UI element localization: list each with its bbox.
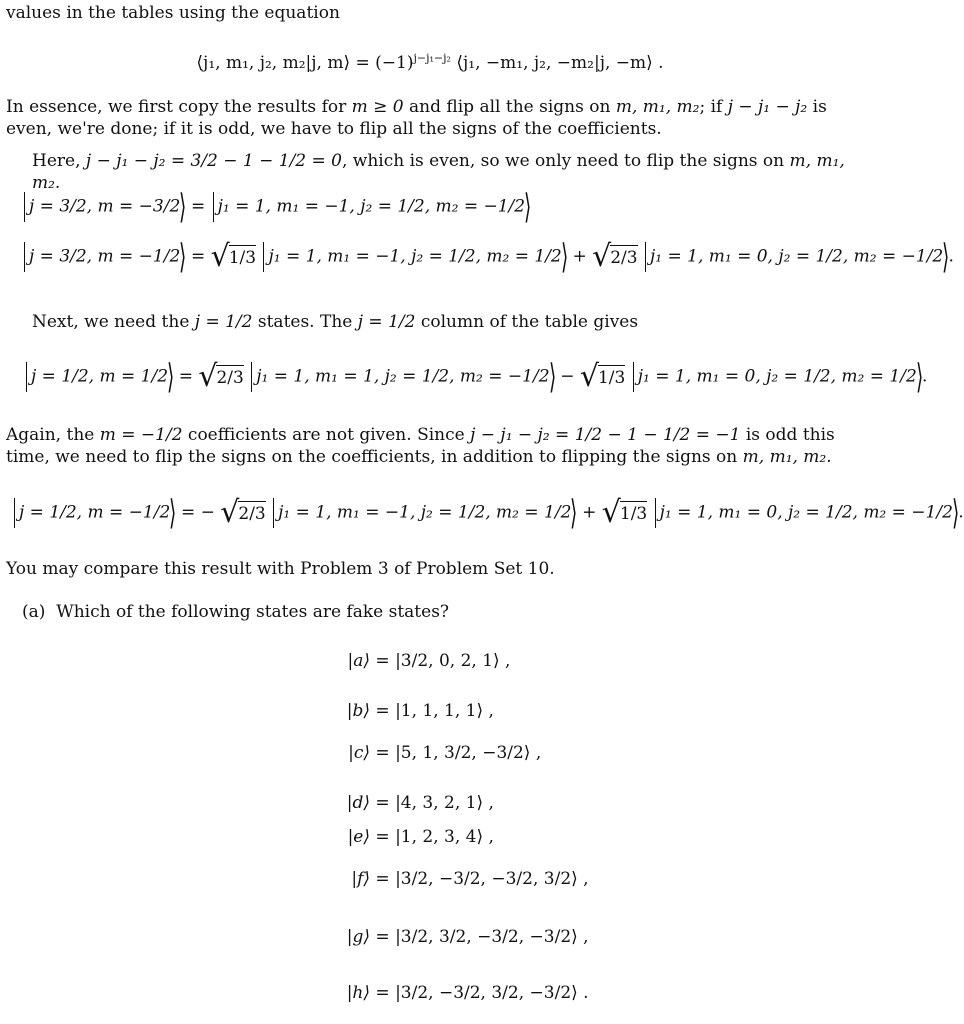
state-e: |e⟩ = |1, 2, 3, 4⟩ , (347, 827, 494, 847)
equation-state-1half-minus1half: j = 1/2, m = −1/2⟩ = − √ 2/3 j₁ = 1, m₁ = −1, j₂ = 1/2, m₂ = 1/2⟩ + √ 1/3 j₁ = 1, m₁ = 0, j₂ = 1/2, m₂ = −1/2⟩. (12, 496, 964, 530)
state-c: |c⟩ = |5, 1, 3/2, −3/2⟩ , (348, 743, 542, 763)
state-g: |g⟩ = |3/2, 3/2, −3/2, −3/2⟩ , (346, 927, 589, 947)
state-a: |a⟩ = |3/2, 0, 2, 1⟩ , (347, 651, 511, 671)
paragraph-next: Next, we need the j = 1/2 states. The j = 1/2 column of the table gives (32, 312, 639, 332)
state-f: |f⟩ = |3/2, −3/2, −3/2, 3/2⟩ , (351, 869, 589, 889)
state-d: |d⟩ = |4, 3, 2, 1⟩ , (346, 793, 494, 813)
equation-state-1half-1half: j = 1/2, m = 1/2⟩ = √ 2/3 j₁ = 1, m₁ = 1, j₂ = 1/2, m₂ = −1/2⟩ − √ 1/3 j₁ = 1, m₁ = 0, j₂ = 1/2, m₂ = 1/2⟩. (24, 360, 927, 394)
paragraph-compare: You may compare this result with Problem 3 of Problem Set 10. (6, 559, 555, 579)
intro-text: values in the tables using the equation (6, 3, 340, 23)
question-a: (a) Which of the following states are fake states? (22, 602, 450, 622)
state-b: |b⟩ = |1, 1, 1, 1⟩ , (346, 701, 494, 721)
equation-state-3half-minus1half: j = 3/2, m = −1/2⟩ = √ 1/3 j₁ = 1, m₁ = −1, j₂ = 1/2, m₂ = 1/2⟩ + √ 2/3 j₁ = 1, m₁ = 0, j₂ = 1/2, m₂ = −1/2⟩. (22, 240, 954, 274)
paragraph-again: Again, the m = −1/2 coefficients are not given. Since j − j₁ − j₂ = 1/2 − 1 − 1/2 = −1 is odd this time, we need to flip the signs on the coefficients, in addition to flipping the signs on m, m₁, m₂. (6, 425, 835, 468)
paragraph-essence: In essence, we first copy the results for m ≥ 0 and flip all the signs on m, m₁, m₂; if j − j₁ − j₂ is even, we're done; if it is odd, we have to flip all the signs of the coefficients. (6, 97, 827, 140)
paragraph-here: Here, j − j₁ − j₂ = 3/2 − 1 − 1/2 = 0, which is even, so we only need to flip the signs on m, m₁, m₂. (32, 151, 845, 194)
state-h: |h⟩ = |3/2, −3/2, 3/2, −3/2⟩ . (346, 983, 589, 1003)
equation-state-3half-minus3half: j = 3/2, m = −3/2⟩ = j₁ = 1, m₁ = −1, j₂ = 1/2, m₂ = −1/2⟩ (22, 190, 530, 224)
symmetry-equation: ⟨j₁, m₁, j₂, m₂|j, m⟩ = $(-1)^{j-j_1-j_2}$ ⟨j₁, −m₁, j₂, −m₂|j, −m⟩ . (196, 51, 664, 73)
